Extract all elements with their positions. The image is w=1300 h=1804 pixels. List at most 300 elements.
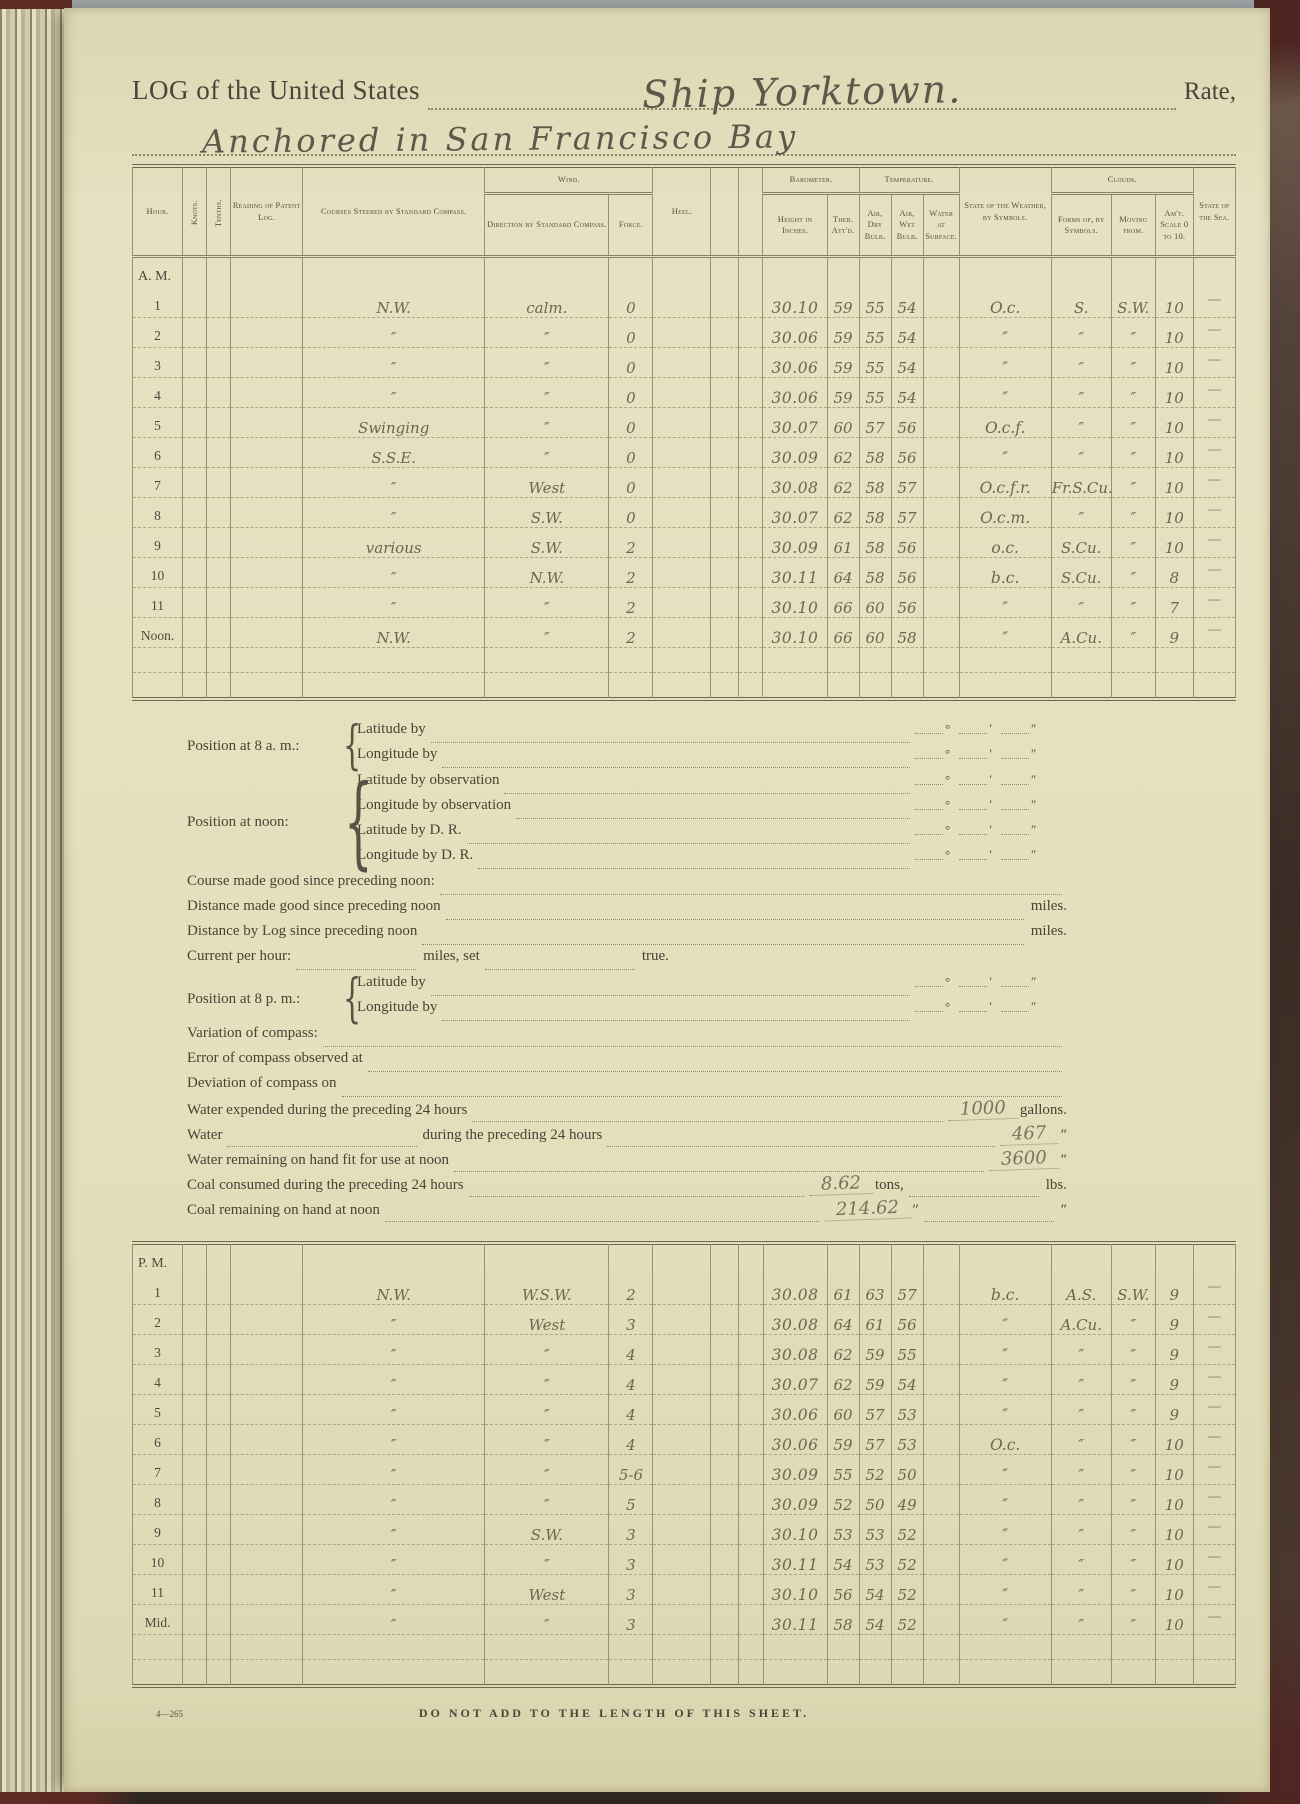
cell-spb [739,1365,763,1395]
cell-sea [1193,257,1235,289]
cell-forms: ″ [1051,1575,1111,1605]
cell-water [923,1425,959,1455]
cell-amount: 10 [1155,318,1193,348]
cell-spb [739,1425,763,1455]
cell-dry [859,1660,891,1685]
min-symbol: ′ [989,772,993,787]
true-label: true. [641,948,669,964]
deck-log-table-pm [132,1244,1236,1685]
cell-spa [711,378,739,408]
deviation-of-compass-label: Deviation of compass on [187,1075,337,1091]
cell-courses [303,1635,485,1660]
cell-hour: 10 [133,1545,183,1575]
cell-weather [959,1635,1051,1660]
cell-direction: ″ [485,1395,609,1425]
cell-patent [231,257,303,289]
cell-height: 30.06 [763,318,827,348]
cell-ther [827,1635,859,1660]
cell-tenths [207,1660,231,1685]
position-8pm-label: Position at 8 p. m.: [187,990,301,1007]
cell-force [609,1245,653,1276]
cell-tenths [207,1455,231,1485]
cell-tenths [207,1275,231,1305]
latitude-observation-label: Latitude by observation [357,772,500,788]
page-title-line [132,8,1236,117]
cell-courses: ″ [303,1485,485,1515]
longitude-by-label: Longitude by [357,999,438,1015]
cell-sea: — [1193,1605,1235,1635]
rate-label: Rate, [1183,78,1236,105]
cell-spb [739,1395,763,1425]
cell-wet: 54 [891,1365,923,1395]
cell-knots [183,438,207,468]
cell-water [923,1455,959,1485]
dotted-leader [368,1068,1062,1072]
cell-water [923,1545,959,1575]
cell-amount: 9 [1155,1365,1193,1395]
cell-height: 30.08 [763,468,827,498]
blank-field [915,1008,943,1012]
cell-dry: 54 [859,1605,891,1635]
cell-water [923,1485,959,1515]
cell-sea [1193,673,1235,698]
cell-heel [653,618,711,648]
cell-tenths [207,288,231,318]
cell-force: 0 [609,468,653,498]
cell-water [923,1245,959,1276]
cell-amount: 9 [1155,1335,1193,1365]
cell-hour [133,1635,183,1660]
cell-patent [231,618,303,648]
cell-knots [183,673,207,698]
cell-hour: 6 [133,438,183,468]
cell-wet [891,673,923,698]
col-header-cloud-amount: Am't. Scale 0 to 10. [1155,194,1193,257]
cell-spa [711,673,739,698]
blank-field [1001,806,1029,810]
cell-dry: 54 [859,1575,891,1605]
dotted-leader [431,992,910,996]
cell-amount: 9 [1155,1305,1193,1335]
cell-courses: ″ [303,1425,485,1455]
cell-force: 3 [609,1575,653,1605]
cell-hour: 6 [133,1425,183,1455]
cell-dry: 59 [859,1365,891,1395]
cell-ther: 55 [827,1455,859,1485]
cell-force: 2 [609,618,653,648]
cell-knots [183,1335,207,1365]
cell-dry: 59 [859,1335,891,1365]
cell-tenths [207,558,231,588]
cell-tenths [207,318,231,348]
cell-forms: ″ [1051,438,1111,468]
longitude-observation-row [357,797,1067,822]
cell-knots [183,1605,207,1635]
blank-field [959,983,987,987]
water-expended-label: Water expended during the preceding 24 hours [187,1102,468,1118]
cell-spa [711,1635,739,1660]
col-header-air-wet-bulb: Air, Wet Bulb. [891,194,923,257]
water-other-value: 467 [1000,1124,1059,1146]
blank-field [1001,755,1029,759]
cell-water [923,1605,959,1635]
cell-height: 30.06 [763,1425,827,1455]
coal-consumed-label: Coal consumed during the preceding 24 hours [187,1177,464,1193]
cell-tenths [207,618,231,648]
blank-field [959,1008,987,1012]
cell-wet: 55 [891,1335,923,1365]
cell-knots [183,618,207,648]
cell-wet: 57 [891,498,923,528]
cell-knots [183,1395,207,1425]
sec-symbol: ″ [1031,772,1037,787]
log-row [133,528,1236,558]
cell-dry [859,1635,891,1660]
cell-forms: ″ [1051,318,1111,348]
deg-symbol: ° [945,974,951,989]
cell-patent [231,1395,303,1425]
cell-forms: ″ [1051,348,1111,378]
cell-direction: ″ [485,348,609,378]
cell-weather: ″ [959,318,1051,348]
location-field [132,112,1236,161]
degrees-minutes-seconds [915,772,1067,788]
cell-weather: ″ [959,618,1051,648]
miles-set-label: miles, set [423,948,480,964]
cell-heel [653,1395,711,1425]
cell-heel [653,673,711,698]
cell-patent [231,468,303,498]
cell-courses: ″ [303,318,485,348]
cell-height: 30.11 [763,1605,827,1635]
cell-spa [711,1365,739,1395]
cell-tenths [207,378,231,408]
cell-heel [653,558,711,588]
cell-height: 30.09 [763,1455,827,1485]
cell-courses: ″ [303,468,485,498]
dotted-leader [504,790,910,794]
cell-spb [739,673,763,698]
cell-wet: 52 [891,1575,923,1605]
cell-amount: 8 [1155,558,1193,588]
cell-heel [653,1485,711,1515]
cell-wet: 54 [891,378,923,408]
cell-weather [959,648,1051,673]
cell-direction: ″ [485,1545,609,1575]
current-per-hour-row [187,948,1067,973]
blank-field [915,856,943,860]
cell-knots [183,1485,207,1515]
cell-moving: ″ [1111,528,1155,558]
cell-ther: 61 [827,1275,859,1305]
cell-courses [303,1245,485,1276]
log-row [133,468,1236,498]
cell-water [923,1305,959,1335]
cell-amount [1155,1660,1193,1685]
cell-spb [739,1545,763,1575]
cell-wet: 54 [891,288,923,318]
cell-knots [183,1635,207,1660]
cell-hour: 11 [133,1575,183,1605]
cell-sea: — [1193,558,1235,588]
cell-height: 30.10 [763,618,827,648]
cell-ther [827,673,859,698]
cell-spb [739,288,763,318]
degrees-minutes-seconds [915,847,1067,863]
log-row [133,1425,1236,1455]
cell-hour: 4 [133,378,183,408]
cell-heel [653,1455,711,1485]
cell-wet: 56 [891,438,923,468]
cell-spa [711,1275,739,1305]
cell-sea: — [1193,378,1235,408]
cell-hour: Mid. [133,1605,183,1635]
coal-remaining-row [187,1196,1067,1225]
cell-patent [231,588,303,618]
cell-height: 30.08 [763,1305,827,1335]
cell-moving: ″ [1111,1335,1155,1365]
cell-force: 0 [609,288,653,318]
cell-direction: ″ [485,1365,609,1395]
cell-knots [183,257,207,289]
cell-height: 30.08 [763,1275,827,1305]
cell-knots [183,318,207,348]
cell-force: 3 [609,1305,653,1335]
col-header-cloud-forms: Forms of, by Symbols. [1051,194,1111,257]
meridian-label-row [133,257,1236,289]
cell-patent [231,438,303,468]
cell-spa [711,618,739,648]
cell-hour [133,648,183,673]
cell-direction: ″ [485,318,609,348]
cell-force: 2 [609,528,653,558]
min-symbol: ′ [989,797,993,812]
blank-field [915,755,943,759]
cell-courses: Swinging [303,408,485,438]
cell-direction: S.W. [485,1515,609,1545]
cell-courses: ″ [303,558,485,588]
cell-tenths [207,1635,231,1660]
cell-heel [653,468,711,498]
cell-forms: S. [1051,288,1111,318]
ditto-mark: ″ [1060,1152,1067,1168]
cell-direction: West [485,1305,609,1335]
cell-dry: 57 [859,1425,891,1455]
deg-symbol: ° [945,797,951,812]
dotted-leader [472,1118,943,1122]
cell-spa [711,1245,739,1276]
cell-tenths [207,1305,231,1335]
cell-hour: 7 [133,468,183,498]
cell-tenths [207,1365,231,1395]
degrees-minutes-seconds [915,822,1067,838]
cell-wet: 52 [891,1605,923,1635]
cell-sea: — [1193,1455,1235,1485]
cell-courses: ″ [303,378,485,408]
cell-height: 30.06 [763,348,827,378]
col-header-water-surface: Water at Surface. [923,194,959,257]
sec-symbol: ″ [1031,746,1037,761]
cell-hour: 10 [133,558,183,588]
cell-water [923,558,959,588]
error-of-compass-label: Error of compass observed at [187,1050,363,1066]
cell-knots [183,1245,207,1276]
deck-log-table-am [132,167,1236,698]
cell-forms: ″ [1051,1365,1111,1395]
cell-weather: ″ [959,1365,1051,1395]
log-row [133,288,1236,318]
blank-row [133,673,1236,698]
degrees-minutes-seconds [915,974,1067,990]
cell-weather: ″ [959,1485,1051,1515]
cell-sea: — [1193,1395,1235,1425]
cell-direction [485,257,609,289]
cell-spb [739,408,763,438]
cell-spb [739,648,763,673]
cell-moving: ″ [1111,468,1155,498]
cell-spa [711,648,739,673]
cell-ther: 66 [827,618,859,648]
log-row [133,1515,1236,1545]
log-row [133,1545,1236,1575]
min-symbol: ′ [989,999,993,1014]
cell-courses: ″ [303,1395,485,1425]
cell-direction: ″ [485,1455,609,1485]
blank-field [1001,856,1029,860]
book-cover-top-left-corner [0,0,72,9]
cell-spa [711,1660,739,1685]
cell-spa [711,257,739,289]
cell-forms: ″ [1051,498,1111,528]
cell-water [923,1660,959,1685]
cell-water [923,1515,959,1545]
min-symbol: ′ [989,847,993,862]
cell-height: 30.06 [763,378,827,408]
cell-water [923,673,959,698]
cell-height: 30.09 [763,1485,827,1515]
cell-sea: — [1193,618,1235,648]
cell-forms: S.Cu. [1051,558,1111,588]
blank-field [915,781,943,785]
cell-knots [183,528,207,558]
cell-amount [1155,257,1193,289]
cell-amount: 10 [1155,1545,1193,1575]
cell-force: 2 [609,588,653,618]
cell-height: 30.11 [763,558,827,588]
cell-knots [183,288,207,318]
cell-water [923,1365,959,1395]
cell-patent [231,1660,303,1685]
dotted-leader [342,1093,1062,1097]
cell-height: 30.10 [763,1515,827,1545]
col-header-courses: Courses Steered by Standard Compass. [303,168,485,257]
cell-spa [711,348,739,378]
cell-force: 4 [609,1395,653,1425]
dotted-leader [909,1193,1039,1197]
sec-symbol: ″ [1031,721,1037,736]
cell-forms [1051,1635,1111,1660]
cell-wet: 49 [891,1485,923,1515]
cell-tenths [207,498,231,528]
cell-ther: 62 [827,468,859,498]
cell-patent [231,498,303,528]
dotted-leader [478,865,910,869]
cell-patent [231,348,303,378]
cell-moving: ″ [1111,1485,1155,1515]
cell-knots [183,1365,207,1395]
cell-forms: A.S. [1051,1275,1111,1305]
cell-water [923,1395,959,1425]
cell-wet: 56 [891,558,923,588]
cell-hour: Noon. [133,618,183,648]
col-header-ther-attd: Ther. Att'd. [827,194,859,257]
cell-spb [739,528,763,558]
cell-forms: ″ [1051,1515,1111,1545]
cell-hour: P. M. [133,1245,183,1276]
col-header-cloud-moving: Moving from. [1111,194,1155,257]
cell-hour [133,1660,183,1685]
cell-forms: ″ [1051,1335,1111,1365]
cell-height: 30.07 [763,1365,827,1395]
cell-forms: ″ [1051,378,1111,408]
dotted-leader [422,941,1023,945]
cell-height [763,1635,827,1660]
cell-force: 4 [609,1425,653,1455]
cell-water [923,288,959,318]
cell-ther: 62 [827,498,859,528]
cell-height [763,1660,827,1685]
cell-direction [485,648,609,673]
cell-patent [231,648,303,673]
coal-remaining-label: Coal remaining on hand at noon [187,1202,380,1218]
cell-direction: West [485,468,609,498]
latitude-observation-row [357,772,1067,797]
gallons-label: gallons. [1019,1102,1067,1118]
cell-force [609,673,653,698]
cell-sea: — [1193,1365,1235,1395]
cell-water [923,498,959,528]
cell-forms: ″ [1051,1485,1111,1515]
cell-hour: 11 [133,588,183,618]
cell-moving [1111,1245,1155,1276]
cell-amount: 10 [1155,468,1193,498]
dotted-leader [323,1043,1062,1047]
log-row [133,1365,1236,1395]
cell-courses: ″ [303,1305,485,1335]
cell-tenths [207,1245,231,1276]
cell-ther: 59 [827,288,859,318]
water-other-row [187,1122,1067,1150]
cell-moving: ″ [1111,1515,1155,1545]
cell-wet: 54 [891,348,923,378]
cell-forms: ″ [1051,408,1111,438]
am-log-rows [133,257,1236,698]
log-book-page [64,8,1270,1792]
cell-weather: O.c.f. [959,408,1051,438]
cell-water [923,408,959,438]
cell-moving: ″ [1111,1425,1155,1455]
cell-knots [183,1305,207,1335]
cell-spb [739,1335,763,1365]
cell-height [763,1245,827,1276]
cell-height [763,257,827,289]
cell-height: 30.08 [763,1335,827,1365]
cell-direction [485,1245,609,1276]
cell-height: 30.07 [763,408,827,438]
cell-height: 30.09 [763,528,827,558]
cell-height: 30.10 [763,288,827,318]
sec-symbol: ″ [1031,797,1037,812]
